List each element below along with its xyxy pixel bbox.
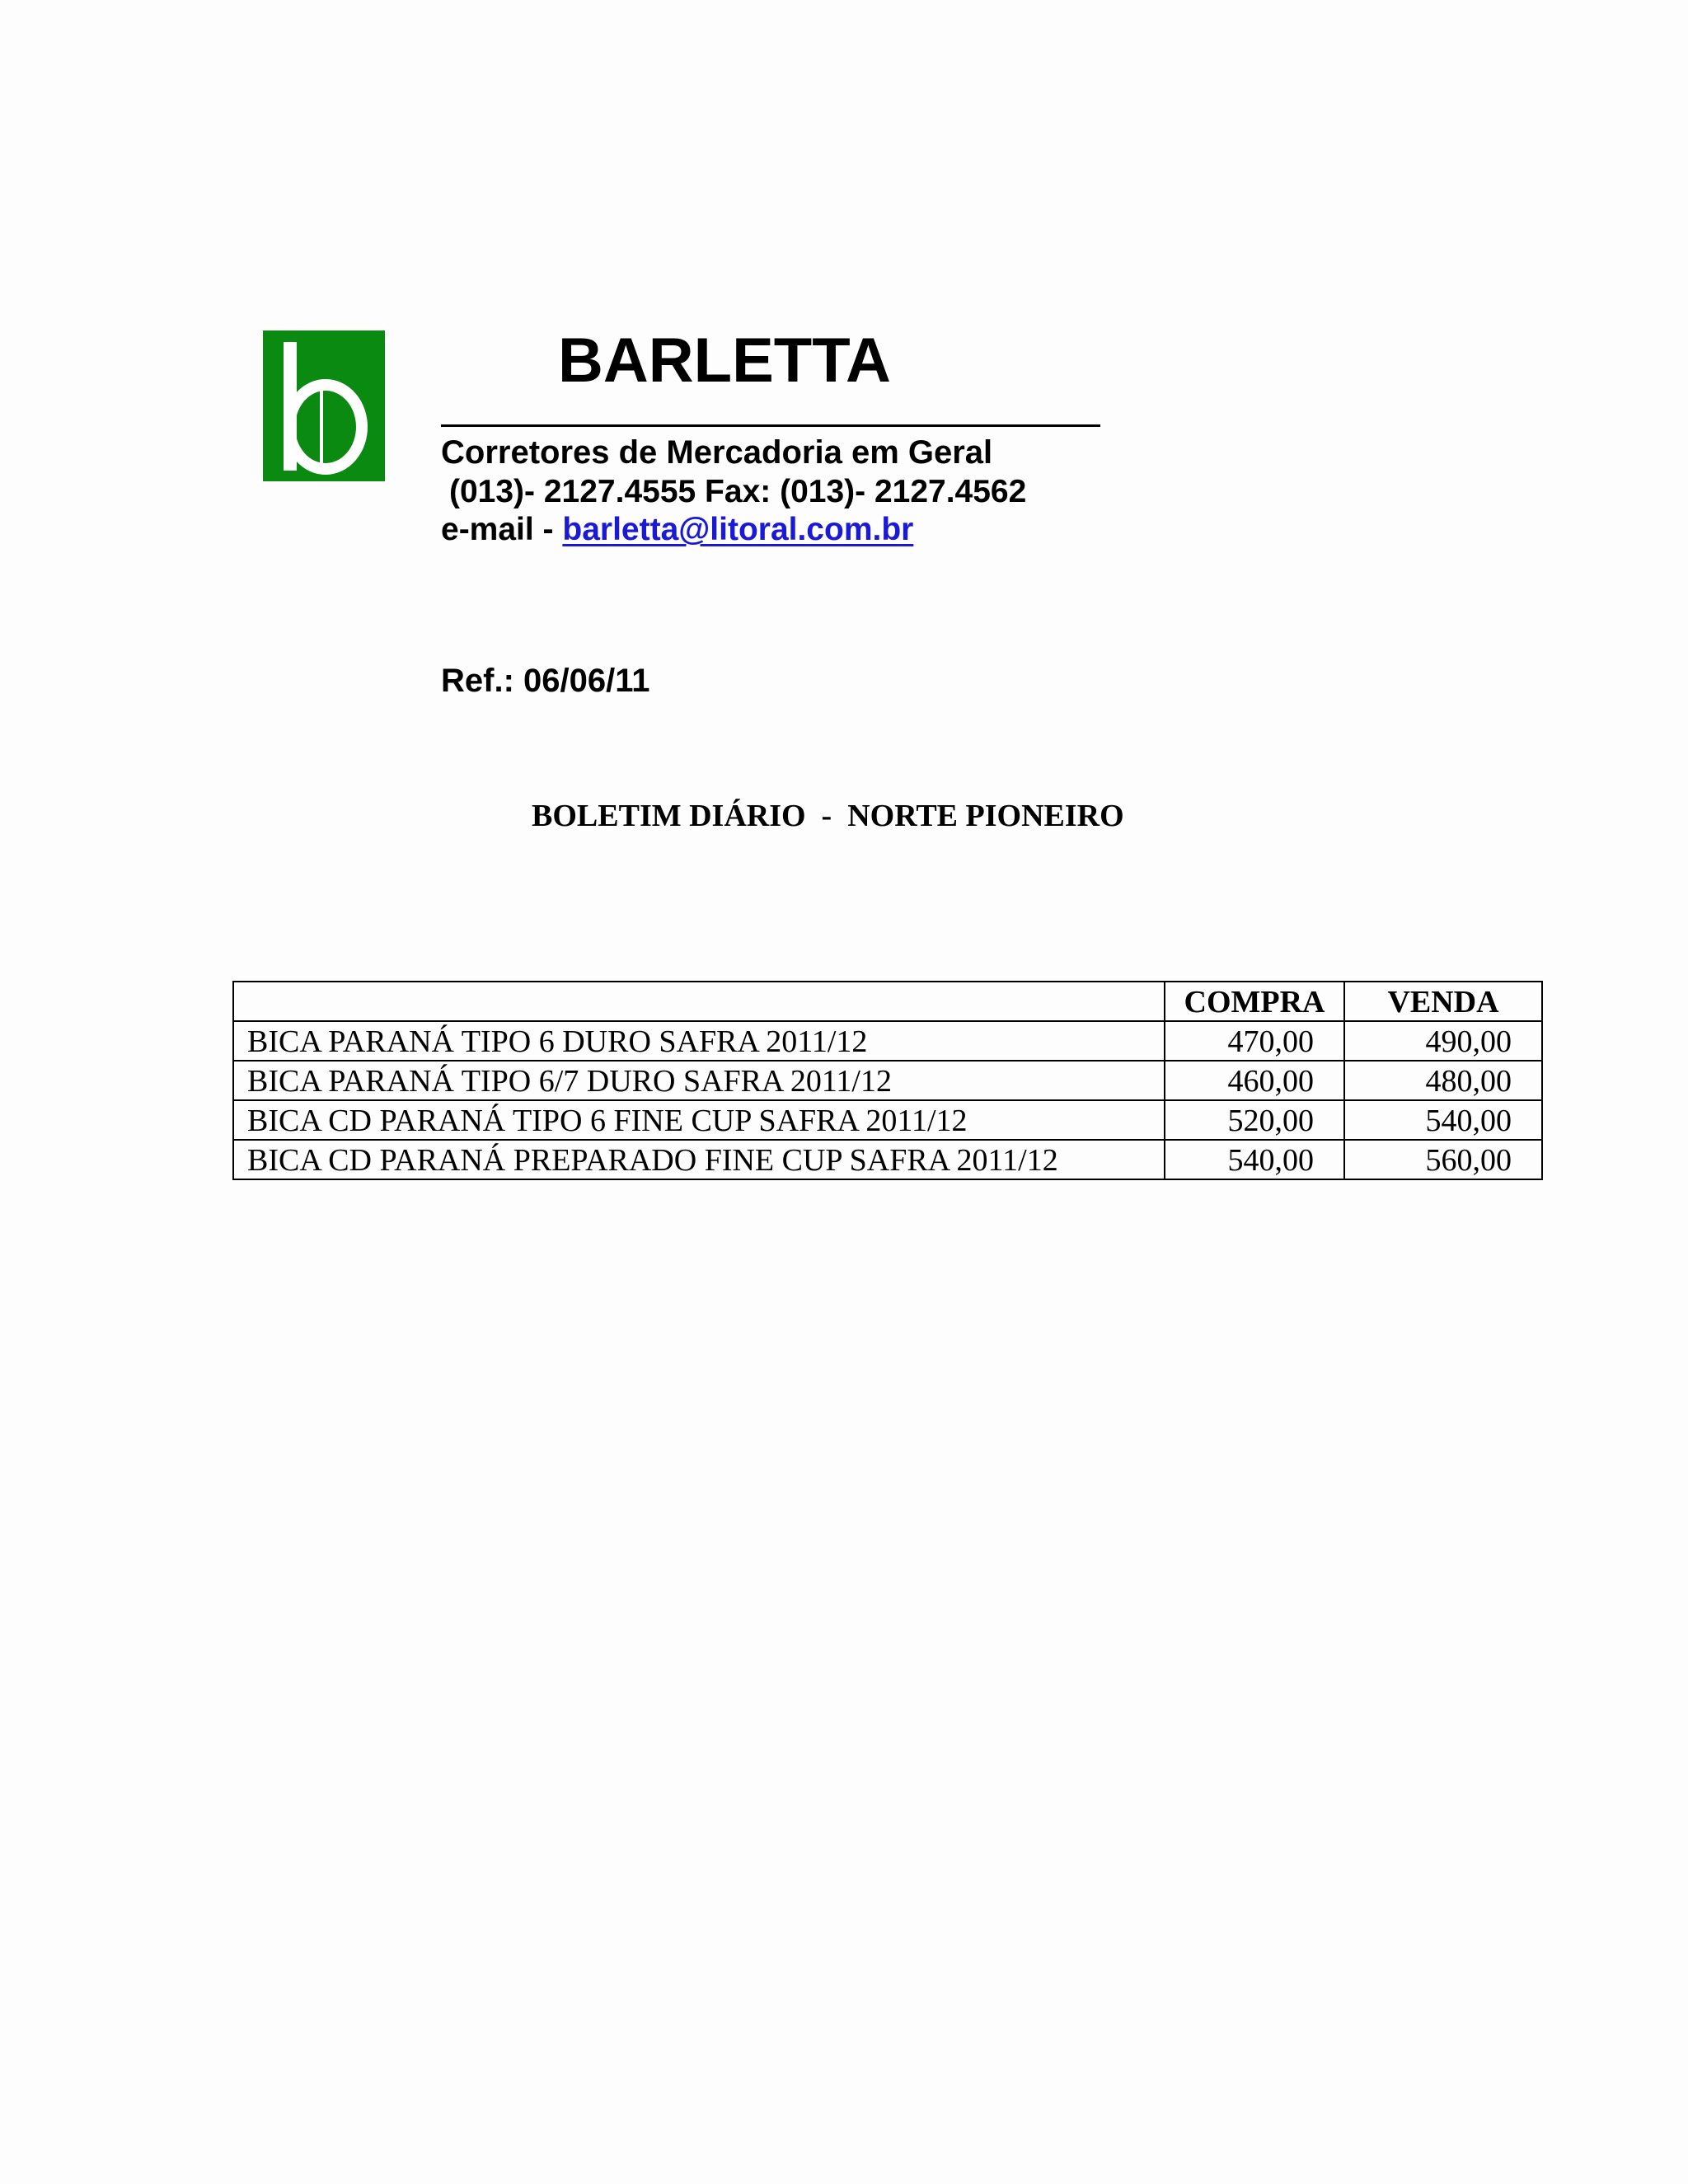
table-row [233, 1140, 1542, 1179]
email-link[interactable]: barletta@litoral.com.br [562, 512, 914, 547]
venda-cell: 540,00 [1344, 1100, 1542, 1140]
company-name: BARLETTA [558, 326, 891, 396]
email-line [441, 510, 913, 550]
header-compra: COMPRA [1165, 982, 1344, 1021]
product-cell: BICA CD PARANÁ PREPARADO FINE CUP SAFRA 2011/12 [233, 1140, 1165, 1179]
reference-date: Ref.: 06/06/11 [441, 663, 650, 699]
company-subtitle: Corretores de Mercadoria em Geral [441, 434, 993, 471]
price-table [232, 981, 1543, 1180]
barletta-logo-icon [263, 330, 385, 481]
compra-cell: 460,00 [1165, 1061, 1344, 1100]
header-venda: VENDA [1344, 982, 1542, 1021]
compra-cell: 520,00 [1165, 1100, 1344, 1140]
product-cell: BICA CD PARANÁ TIPO 6 FINE CUP SAFRA 2011/12 [233, 1100, 1165, 1140]
email-label: e-mail - [441, 512, 563, 547]
header-product [233, 982, 1165, 1021]
phone-fax-line: (013)- 2127.4555 Fax: (013)- 2127.4562 [449, 474, 1027, 509]
table-row [233, 1061, 1542, 1100]
venda-cell: 480,00 [1344, 1061, 1542, 1100]
header-divider [441, 424, 1100, 427]
product-cell: BICA PARANÁ TIPO 6 DURO SAFRA 2011/12 [233, 1021, 1165, 1061]
table-header-row [233, 982, 1542, 1021]
compra-cell: 470,00 [1165, 1021, 1344, 1061]
product-cell: BICA PARANÁ TIPO 6/7 DURO SAFRA 2011/12 [233, 1061, 1165, 1100]
bulletin-title: BOLETIM DIÁRIO - NORTE PIONEIRO [532, 799, 1124, 833]
venda-cell: 490,00 [1344, 1021, 1542, 1061]
compra-cell: 540,00 [1165, 1140, 1344, 1179]
venda-cell: 560,00 [1344, 1140, 1542, 1179]
table-row [233, 1021, 1542, 1061]
table-row [233, 1100, 1542, 1140]
